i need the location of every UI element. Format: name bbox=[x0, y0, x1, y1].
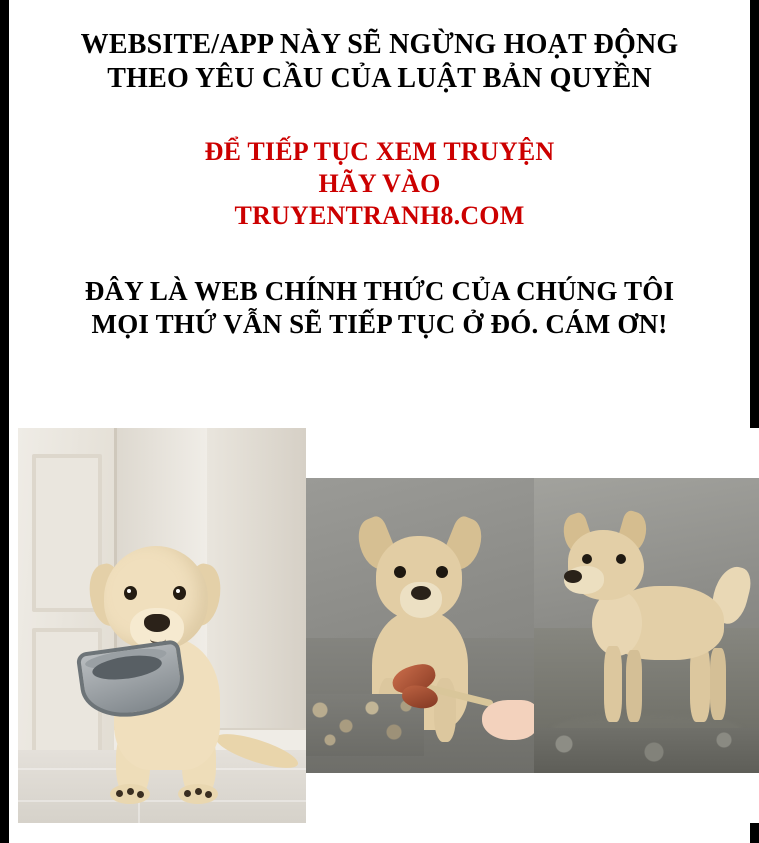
comic-strip bbox=[18, 428, 759, 823]
eye-highlight bbox=[127, 589, 131, 593]
dog-eye-right bbox=[173, 586, 186, 600]
notice-block-redirect bbox=[19, 136, 740, 231]
dog-eye-right bbox=[436, 566, 448, 578]
paw-pad bbox=[137, 791, 144, 798]
paw-pad bbox=[195, 788, 202, 795]
dog-front-leg-left bbox=[604, 646, 622, 722]
paw-pad bbox=[127, 788, 134, 795]
ground-debris bbox=[534, 728, 759, 773]
dog-paw-right bbox=[178, 784, 218, 804]
panel-puppy-with-bowl bbox=[18, 428, 306, 823]
notice-site-url[interactable]: TRUYENTRANH8.COM bbox=[234, 200, 525, 230]
paw-pad bbox=[116, 790, 123, 797]
eye-highlight bbox=[176, 589, 180, 593]
dog-paw-left bbox=[110, 784, 150, 804]
dog-nose bbox=[144, 614, 170, 632]
dog-hind-leg-right bbox=[710, 648, 726, 720]
notice-line: MỌI THỨ VẪN SẼ TIẾP TỤC Ở ĐÓ. CÁM ƠN! bbox=[91, 309, 668, 340]
dog-nose bbox=[564, 570, 582, 583]
copyright-notice bbox=[9, 0, 750, 341]
notice-line: ĐỂ TIẾP TỤC XEM TRUYỆN bbox=[204, 137, 555, 167]
panel-dog-with-sausage bbox=[306, 478, 534, 773]
dog-eye-left bbox=[124, 586, 137, 600]
notice-line: ĐÂY LÀ WEB CHÍNH THỨC CỦA CHÚNG TÔI bbox=[84, 276, 675, 307]
dog-eye-right bbox=[616, 554, 626, 564]
wall-section bbox=[207, 428, 306, 728]
dog-eye-left bbox=[582, 554, 592, 564]
notice-line: THEO YÊU CẦU CỦA LUẬT BẢN QUYỀN bbox=[107, 63, 652, 95]
dog-nose bbox=[411, 586, 431, 600]
human-hand bbox=[482, 700, 534, 740]
paw-pad bbox=[184, 790, 191, 797]
notice-line: HÃY VÀO bbox=[318, 169, 441, 199]
paw-pad bbox=[205, 791, 212, 798]
panel-dog-standing bbox=[534, 478, 759, 773]
dog-eye-left bbox=[394, 566, 406, 578]
dog-front-leg-right bbox=[626, 650, 642, 722]
notice-block-shutdown bbox=[19, 28, 740, 96]
tile-seam bbox=[18, 800, 306, 802]
notice-line: WEBSITE/APP NÀY SẼ NGỪNG HOẠT ĐỘNG bbox=[80, 29, 679, 60]
notice-block-official bbox=[19, 275, 740, 341]
